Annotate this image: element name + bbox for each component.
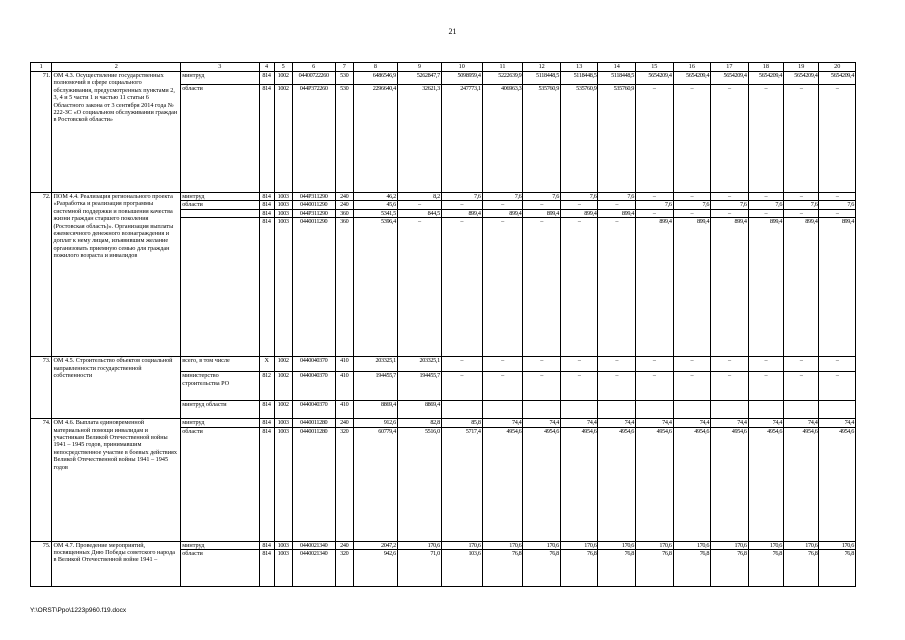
- budget-code-cell: 814: [259, 419, 274, 427]
- amount-cell: 8,2: [397, 193, 441, 201]
- amount-cell: –: [784, 372, 819, 401]
- amount-cell: 7,6: [819, 201, 856, 209]
- amount-cell: 4954,6: [560, 427, 598, 541]
- budget-code-cell: 0440040370: [292, 401, 335, 419]
- table-row: [31, 193, 856, 201]
- budget-code-cell: 410: [335, 372, 353, 401]
- budget-code-cell: 240: [335, 419, 353, 427]
- amount-cell: 899,4: [748, 218, 783, 357]
- amount-cell: 8869,4: [353, 401, 397, 419]
- amount-cell: 5654209,4: [673, 72, 711, 85]
- amount-cell: 194455,7: [353, 372, 397, 401]
- budget-code-cell: 814: [259, 401, 274, 419]
- amount-cell: –: [784, 357, 819, 372]
- amount-cell: 170,6: [636, 541, 674, 549]
- amount-cell: 170,6: [560, 541, 598, 549]
- amount-cell: 4954,6: [784, 427, 819, 541]
- amount-cell: 5654209,4: [819, 72, 856, 85]
- budget-code-cell: 1003: [274, 218, 292, 357]
- amount-cell: 7,6: [636, 201, 674, 209]
- column-header: 8: [353, 63, 397, 72]
- amount-cell: 4954,6: [673, 427, 711, 541]
- amount-cell: 76,8: [636, 550, 674, 587]
- amount-cell: [598, 401, 636, 419]
- budget-code-cell: 360: [335, 218, 353, 357]
- amount-cell: 74,4: [784, 419, 819, 427]
- amount-cell: 170,6: [523, 541, 561, 549]
- amount-cell: [784, 401, 819, 419]
- amount-cell: 5118448,5: [560, 72, 598, 85]
- budget-code-cell: 320: [335, 427, 353, 541]
- column-header: 1: [31, 63, 52, 72]
- amount-cell: 203325,1: [353, 357, 397, 372]
- amount-cell: –: [598, 201, 636, 209]
- column-header: 4: [259, 63, 274, 72]
- budget-code-cell: 1003: [274, 209, 292, 217]
- amount-cell: –: [748, 372, 783, 401]
- page-number: 21: [448, 27, 457, 36]
- amount-cell: –: [523, 357, 561, 372]
- amount-cell: –: [482, 218, 523, 357]
- amount-cell: 912,6: [353, 419, 397, 427]
- responsible-executor: минтруд области: [181, 401, 259, 419]
- amount-cell: –: [784, 193, 819, 201]
- amount-cell: –: [673, 85, 711, 193]
- responsible-executor: минтруд: [181, 72, 259, 85]
- budget-code-cell: 0440011290: [292, 218, 335, 357]
- amount-cell: –: [819, 193, 856, 201]
- amount-cell: 103,6: [441, 550, 482, 587]
- amount-cell: 5654209,4: [711, 72, 749, 85]
- amount-cell: –: [636, 357, 674, 372]
- amount-cell: 4954,6: [523, 427, 561, 541]
- budget-code-cell: 814: [259, 193, 274, 201]
- amount-cell: 74,4: [673, 419, 711, 427]
- amount-cell: 170,6: [819, 541, 856, 549]
- amount-cell: 74,4: [560, 419, 598, 427]
- amount-cell: –: [819, 85, 856, 193]
- column-header: 6: [292, 63, 335, 72]
- amount-cell: [560, 401, 598, 419]
- amount-cell: 899,4: [784, 218, 819, 357]
- column-header: 15: [636, 63, 674, 72]
- amount-cell: 7,6: [441, 193, 482, 201]
- amount-cell: 60779,4: [353, 427, 397, 541]
- amount-cell: 406963,3: [482, 85, 523, 193]
- column-header: 20: [819, 63, 856, 72]
- amount-cell: –: [784, 209, 819, 217]
- responsible-executor: всего, в том числе: [181, 357, 259, 372]
- table-row: [31, 419, 856, 427]
- amount-cell: 7,6: [673, 201, 711, 209]
- amount-cell: –: [441, 357, 482, 372]
- budget-code-cell: 240: [335, 193, 353, 201]
- budget-code-cell: 044P311290: [292, 193, 335, 201]
- responsible-executor: области: [181, 201, 259, 209]
- amount-cell: 5717,4: [441, 427, 482, 541]
- amount-cell: –: [711, 193, 749, 201]
- amount-cell: 74,4: [598, 419, 636, 427]
- budget-code-cell: 812: [259, 372, 274, 401]
- budget-code-cell: 1003: [274, 550, 292, 587]
- budget-code-cell: 1002: [274, 372, 292, 401]
- amount-cell: 74,4: [523, 419, 561, 427]
- row-number: 71.: [31, 72, 52, 193]
- amount-cell: [748, 401, 783, 419]
- amount-cell: 7,6: [482, 193, 523, 201]
- amount-cell: 194455,7: [397, 372, 441, 401]
- budget-code-cell: 0440011280: [292, 419, 335, 427]
- budget-code-cell: 814: [259, 541, 274, 549]
- amount-cell: 5118448,5: [598, 72, 636, 85]
- measure-name: ОМ 4.5. Строительство объектов социальной направленности государственной собственности: [52, 357, 181, 419]
- budget-code-cell: 240: [335, 541, 353, 549]
- measure-name: ОМ 4.3. Осуществление государственных полномочий в сфере социального обслуживания, предусмотренных пунктами 2, 3, 4 и 5 части 1 и частью 11 статьи 6 Областного закона от 3 сентября 2014 года № 222-ЗС «О социальном обслуживании граждан в Ростовской области»: [52, 72, 181, 193]
- column-header: 10: [441, 63, 482, 72]
- amount-cell: –: [819, 357, 856, 372]
- amount-cell: 74,4: [819, 419, 856, 427]
- responsible-executor: области: [181, 550, 259, 587]
- amount-cell: 4954,6: [819, 427, 856, 541]
- amount-cell: –: [523, 372, 561, 401]
- amount-cell: –: [523, 218, 561, 357]
- amount-cell: –: [636, 193, 674, 201]
- amount-cell: 899,4: [441, 209, 482, 217]
- budget-code-cell: 410: [335, 357, 353, 372]
- amount-cell: [711, 401, 749, 419]
- amount-cell: 76,8: [819, 550, 856, 587]
- amount-cell: –: [748, 209, 783, 217]
- amount-cell: 7,6: [560, 193, 598, 201]
- amount-cell: 76,8: [523, 550, 561, 587]
- amount-cell: 203325,1: [397, 357, 441, 372]
- amount-cell: [673, 401, 711, 419]
- amount-cell: 2047,2: [353, 541, 397, 549]
- column-header: 12: [523, 63, 561, 72]
- budget-code-cell: 814: [259, 427, 274, 541]
- amount-cell: 899,4: [819, 218, 856, 357]
- amount-cell: –: [482, 201, 523, 209]
- amount-cell: 5654209,4: [636, 72, 674, 85]
- amount-cell: 76,8: [560, 550, 598, 587]
- row-number: 75.: [31, 541, 52, 586]
- amount-cell: –: [523, 201, 561, 209]
- amount-cell: –: [482, 357, 523, 372]
- amount-cell: 170,6: [598, 541, 636, 549]
- amount-cell: 170,6: [397, 541, 441, 549]
- amount-cell: [482, 401, 523, 419]
- amount-cell: 170,6: [441, 541, 482, 549]
- amount-cell: 7,6: [598, 193, 636, 201]
- amount-cell: 74,4: [711, 419, 749, 427]
- amount-cell: –: [636, 209, 674, 217]
- header-row: [31, 63, 856, 72]
- amount-cell: 76,8: [482, 550, 523, 587]
- budget-code-cell: 0440021340: [292, 550, 335, 587]
- amount-cell: 7,6: [711, 201, 749, 209]
- amount-cell: –: [636, 85, 674, 193]
- budget-code-cell: 1003: [274, 193, 292, 201]
- amount-cell: –: [482, 372, 523, 401]
- amount-cell: –: [748, 193, 783, 201]
- amount-cell: 942,6: [353, 550, 397, 587]
- budget-code-cell: X: [259, 357, 274, 372]
- amount-cell: 170,6: [673, 541, 711, 549]
- amount-cell: 5516,0: [397, 427, 441, 541]
- amount-cell: –: [636, 372, 674, 401]
- amount-cell: –: [560, 201, 598, 209]
- amount-cell: 5654209,4: [748, 72, 783, 85]
- amount-cell: 170,6: [784, 541, 819, 549]
- table-row: [31, 72, 856, 85]
- amount-cell: 74,4: [748, 419, 783, 427]
- amount-cell: [441, 401, 482, 419]
- row-number: 73.: [31, 357, 52, 419]
- budget-code-cell: 0440011280: [292, 427, 335, 541]
- amount-cell: [819, 401, 856, 419]
- amount-cell: –: [397, 201, 441, 209]
- amount-cell: –: [784, 85, 819, 193]
- amount-cell: 170,6: [482, 541, 523, 549]
- amount-cell: [636, 401, 674, 419]
- amount-cell: 74,4: [636, 419, 674, 427]
- budget-code-cell: 044P372260: [292, 85, 335, 193]
- amount-cell: 899,4: [711, 218, 749, 357]
- budget-code-cell: 1002: [274, 401, 292, 419]
- amount-cell: 7,6: [523, 193, 561, 201]
- amount-cell: 85,8: [441, 419, 482, 427]
- amount-cell: 76,8: [598, 550, 636, 587]
- budget-code-cell: 1003: [274, 427, 292, 541]
- budget-table: [30, 62, 856, 587]
- measure-name: ПОМ 4.4. Реализация регионального проекта «Разработка и реализация программы системной поддержки и повышения качества жизни граждан старшего поколения (Ростовская область)». Организация выплаты ежемесячного денежного вознаграждения и доплат к нему лицам, изъявившим желание организовать приемную семью для граждан пожилого возраста и инвалидов: [52, 193, 181, 357]
- budget-code-cell: 1003: [274, 541, 292, 549]
- amount-cell: –: [598, 218, 636, 357]
- budget-code-cell: 240: [335, 201, 353, 209]
- amount-cell: –: [560, 372, 598, 401]
- column-header: 17: [711, 63, 749, 72]
- amount-cell: 32621,3: [397, 85, 441, 193]
- budget-code-cell: 1003: [274, 201, 292, 209]
- budget-code-cell: 0440021340: [292, 541, 335, 549]
- amount-cell: 535760,9: [560, 85, 598, 193]
- budget-code-cell: 04400722260: [292, 72, 335, 85]
- budget-code-cell: 1002: [274, 72, 292, 85]
- file-path: Y:\ORST\Ppo\1223p960.f19.docx: [30, 607, 127, 614]
- column-header: 5: [274, 63, 292, 72]
- amount-cell: 899,4: [523, 209, 561, 217]
- amount-cell: 899,4: [636, 218, 674, 357]
- amount-cell: 2296640,4: [353, 85, 397, 193]
- amount-cell: –: [673, 372, 711, 401]
- amount-cell: –: [711, 372, 749, 401]
- column-header: 16: [673, 63, 711, 72]
- amount-cell: 844,5: [397, 209, 441, 217]
- column-header: 19: [784, 63, 819, 72]
- budget-code-cell: 320: [335, 550, 353, 587]
- responsible-executor: минтруд: [181, 541, 259, 549]
- row-number: 72.: [31, 193, 52, 357]
- responsible-executor: минтруд: [181, 419, 259, 427]
- budget-code-cell: 360: [335, 209, 353, 217]
- amount-cell: –: [673, 193, 711, 201]
- budget-code-cell: 0440040370: [292, 357, 335, 372]
- amount-cell: –: [673, 209, 711, 217]
- amount-cell: 5098959,4: [441, 72, 482, 85]
- responsible-executor: минтруд: [181, 193, 259, 201]
- amount-cell: 71,0: [397, 550, 441, 587]
- amount-cell: –: [397, 218, 441, 357]
- amount-cell: –: [711, 357, 749, 372]
- column-header: 14: [598, 63, 636, 72]
- amount-cell: 76,8: [673, 550, 711, 587]
- amount-cell: 76,8: [784, 550, 819, 587]
- amount-cell: –: [748, 85, 783, 193]
- amount-cell: 535760,9: [523, 85, 561, 193]
- amount-cell: –: [598, 372, 636, 401]
- column-header: 13: [560, 63, 598, 72]
- amount-cell: 5341,5: [353, 209, 397, 217]
- amount-cell: 4954,6: [598, 427, 636, 541]
- amount-cell: –: [560, 218, 598, 357]
- budget-code-cell: 530: [335, 85, 353, 193]
- column-header: 11: [482, 63, 523, 72]
- responsible-executor: министерство строительства РО: [181, 372, 259, 401]
- amount-cell: –: [441, 372, 482, 401]
- amount-cell: –: [441, 201, 482, 209]
- responsible-executor: [181, 209, 259, 217]
- budget-code-cell: 814: [259, 72, 274, 85]
- amount-cell: 76,8: [711, 550, 749, 587]
- amount-cell: –: [819, 209, 856, 217]
- column-header: 9: [397, 63, 441, 72]
- column-header: 2: [52, 63, 181, 72]
- amount-cell: 170,6: [711, 541, 749, 549]
- amount-cell: 5118448,5: [523, 72, 561, 85]
- amount-cell: –: [441, 218, 482, 357]
- amount-cell: 7,6: [784, 201, 819, 209]
- amount-cell: 8869,4: [397, 401, 441, 419]
- amount-cell: 74,4: [482, 419, 523, 427]
- amount-cell: 535760,9: [598, 85, 636, 193]
- responsible-executor: области: [181, 85, 259, 193]
- amount-cell: 5262847,7: [397, 72, 441, 85]
- amount-cell: 899,4: [598, 209, 636, 217]
- amount-cell: 6486546,9: [353, 72, 397, 85]
- amount-cell: 4954,6: [636, 427, 674, 541]
- budget-code-cell: 044P311290: [292, 209, 335, 217]
- budget-code-cell: 0440011290: [292, 201, 335, 209]
- amount-cell: 5222639,9: [482, 72, 523, 85]
- amount-cell: 4954,6: [711, 427, 749, 541]
- amount-cell: –: [711, 209, 749, 217]
- amount-cell: 4954,6: [482, 427, 523, 541]
- budget-code-cell: 0440040370: [292, 372, 335, 401]
- measure-name: ОМ 4.7. Проведение мероприятий, посвященных Дню Победы советского народа в Великой Отечественной войне 1941 –: [52, 541, 181, 586]
- table-row: [31, 357, 856, 372]
- amount-cell: 4954,6: [748, 427, 783, 541]
- amount-cell: 899,4: [482, 209, 523, 217]
- column-header: 7: [335, 63, 353, 72]
- budget-code-cell: 814: [259, 550, 274, 587]
- budget-code-cell: 814: [259, 209, 274, 217]
- amount-cell: 82,8: [397, 419, 441, 427]
- measure-name: ОМ 4.6. Выплата единовременной материальной помощи инвалидам и участникам Великой Отечественной войны 1941 – 1945 годов, принимавшим непосредственное участие в боевых действиях Великой Отечественной войны 1941 – 1945 годов: [52, 419, 181, 541]
- amount-cell: –: [673, 357, 711, 372]
- amount-cell: 899,4: [560, 209, 598, 217]
- amount-cell: –: [598, 357, 636, 372]
- amount-cell: –: [748, 357, 783, 372]
- column-header: 18: [748, 63, 783, 72]
- amount-cell: 7,6: [748, 201, 783, 209]
- amount-cell: 247773,1: [441, 85, 482, 193]
- amount-cell: 76,8: [748, 550, 783, 587]
- budget-code-cell: 814: [259, 201, 274, 209]
- amount-cell: –: [819, 372, 856, 401]
- budget-code-cell: 814: [259, 218, 274, 357]
- budget-code-cell: 814: [259, 85, 274, 193]
- amount-cell: –: [560, 357, 598, 372]
- amount-cell: –: [711, 85, 749, 193]
- row-number: 74.: [31, 419, 52, 541]
- budget-code-cell: 1003: [274, 419, 292, 427]
- table-row: [31, 541, 856, 549]
- amount-cell: 170,6: [748, 541, 783, 549]
- responsible-executor: [181, 218, 259, 357]
- budget-code-cell: 530: [335, 72, 353, 85]
- budget-code-cell: 1002: [274, 85, 292, 193]
- budget-code-cell: 410: [335, 401, 353, 419]
- amount-cell: 5396,4: [353, 218, 397, 357]
- amount-cell: [523, 401, 561, 419]
- amount-cell: 5654209,4: [784, 72, 819, 85]
- amount-cell: 899,4: [673, 218, 711, 357]
- responsible-executor: области: [181, 427, 259, 541]
- column-header: 3: [181, 63, 259, 72]
- budget-code-cell: 1002: [274, 357, 292, 372]
- amount-cell: 46,2: [353, 193, 397, 201]
- amount-cell: 45,6: [353, 201, 397, 209]
